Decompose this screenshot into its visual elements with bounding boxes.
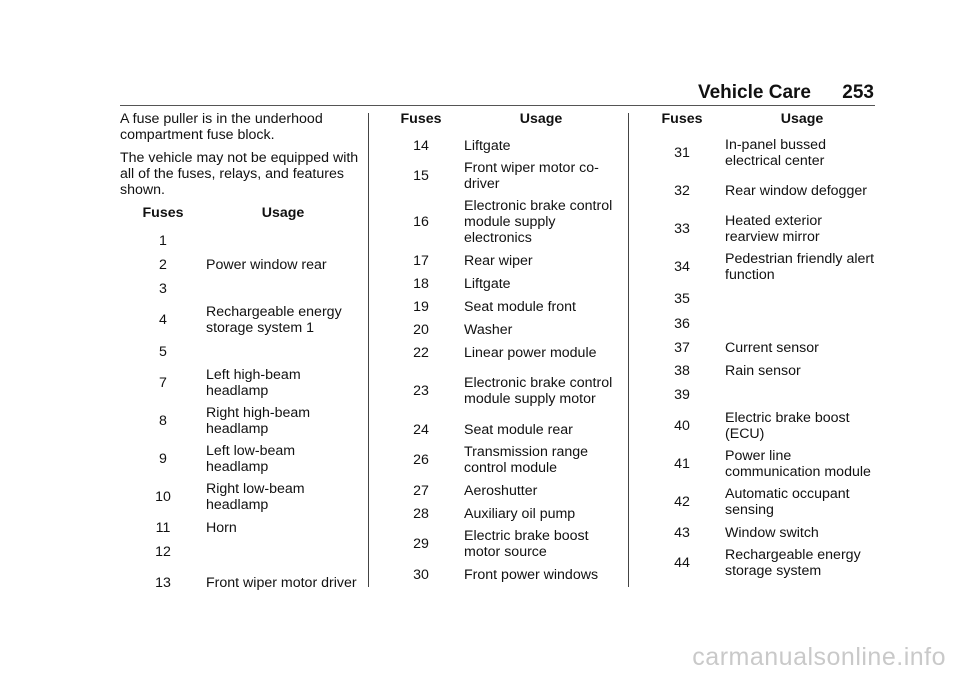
fuse-number: 38 — [674, 362, 690, 379]
column-divider-1 — [368, 113, 369, 587]
table-row — [378, 563, 618, 586]
table-header-row — [120, 205, 360, 228]
usage-header: Usage — [519, 111, 563, 127]
fuse-usage — [206, 539, 360, 564]
fuse-number: 42 — [674, 494, 690, 510]
fuse-usage: Transmission range control module — [464, 444, 589, 476]
fuse-number: 3 — [159, 280, 167, 297]
column-divider-2 — [628, 113, 629, 587]
fuse-number: 33 — [674, 221, 690, 237]
fuse-usage: Heated exterior rearview mirror — [725, 213, 822, 245]
fuse-usage: Left low-beam headlamp — [206, 443, 296, 475]
fuses-header: Fuses — [142, 205, 184, 221]
intro-paragraph-1: A fuse puller is in the underhood compartment fuse block. — [120, 111, 323, 143]
fuse-usage: In-panel bussed electrical center — [725, 137, 826, 169]
table-row — [378, 195, 618, 249]
table-row — [120, 301, 360, 339]
column-3 — [639, 111, 879, 582]
fuse-usage: Electronic brake control module supply motor — [464, 375, 613, 407]
table-row — [378, 479, 618, 502]
fuse-number: 17 — [413, 252, 429, 269]
fuses-header: Fuses — [661, 111, 703, 127]
fuse-number: 43 — [674, 524, 690, 541]
table-row — [120, 539, 360, 564]
table-row — [378, 525, 618, 563]
usage-header: Usage — [780, 111, 824, 127]
table-row — [378, 364, 618, 418]
section-title: Vehicle Care — [697, 82, 812, 103]
table-row — [378, 441, 618, 479]
fuse-number: 1 — [159, 232, 167, 249]
fuse-number: 12 — [155, 543, 171, 560]
fuse-usage: Seat module rear — [464, 421, 573, 438]
fuse-table-1 — [120, 205, 360, 602]
fuse-number: 29 — [413, 536, 429, 552]
page-number: 253 — [842, 82, 874, 103]
table-row — [378, 134, 618, 157]
fuse-usage: Electric brake boost (ECU) — [725, 410, 850, 442]
fuse-number: 4 — [159, 312, 167, 328]
fuse-number: 11 — [155, 519, 171, 536]
table-row — [639, 336, 879, 359]
table-row — [120, 364, 360, 402]
fuse-usage: Horn — [206, 519, 237, 536]
fuse-usage — [206, 228, 360, 253]
table-row — [378, 502, 618, 525]
header-rule — [120, 105, 875, 106]
table-row — [120, 478, 360, 516]
fuse-usage: Linear power module — [464, 344, 597, 361]
fuse-table-3 — [639, 111, 879, 582]
fuse-usage: Liftgate — [464, 137, 511, 154]
fuse-usage: Liftgate — [464, 275, 511, 292]
table-row — [378, 418, 618, 441]
table-row — [639, 248, 879, 286]
fuse-number: 32 — [674, 183, 690, 199]
watermark: carmanualsonline.info — [692, 643, 946, 671]
fuse-number: 7 — [159, 375, 167, 391]
table-row — [120, 228, 360, 253]
fuse-usage: Power window rear — [206, 256, 327, 273]
usage-header: Usage — [261, 205, 305, 221]
fuse-usage — [725, 382, 879, 407]
fuse-number: 35 — [674, 290, 690, 307]
page-header — [698, 82, 874, 104]
table-row — [378, 295, 618, 318]
fuse-usage: Left high-beam headlamp — [206, 367, 301, 399]
fuse-number: 36 — [674, 315, 690, 332]
fuse-number: 40 — [674, 418, 690, 434]
column-2 — [378, 111, 618, 586]
table-row — [378, 318, 618, 341]
fuse-number: 20 — [413, 321, 429, 338]
fuse-number: 26 — [413, 452, 429, 468]
table-row — [120, 339, 360, 364]
fuse-number: 34 — [674, 259, 690, 275]
table-row — [120, 440, 360, 478]
fuse-usage: Rear wiper — [464, 252, 533, 269]
fuse-number: 9 — [159, 451, 167, 467]
table-row — [639, 521, 879, 544]
table-row — [639, 172, 879, 210]
fuse-usage: Rear window defogger — [725, 183, 867, 199]
fuse-number: 15 — [413, 168, 429, 184]
fuse-number: 23 — [413, 383, 429, 399]
table-row — [378, 249, 618, 272]
fuse-number: 16 — [413, 214, 429, 230]
table-row — [120, 253, 360, 276]
table-row — [639, 544, 879, 582]
fuses-header: Fuses — [400, 111, 442, 127]
fuse-number: 27 — [413, 482, 429, 499]
fuse-number: 2 — [159, 256, 167, 273]
fuse-usage: Washer — [464, 321, 513, 338]
fuse-number: 31 — [674, 145, 690, 161]
fuse-number: 18 — [413, 275, 429, 292]
fuse-number: 24 — [413, 421, 429, 438]
fuse-number: 10 — [155, 489, 171, 505]
table-row — [120, 516, 360, 539]
table-row — [639, 445, 879, 483]
table-row — [120, 276, 360, 301]
fuse-number: 5 — [159, 343, 167, 360]
table-row — [639, 407, 879, 445]
fuse-usage: Rechargeable energy storage system — [725, 547, 861, 579]
fuse-usage: Current sensor — [725, 339, 819, 356]
fuse-number: 30 — [413, 566, 429, 583]
fuse-usage: Front wiper motor driver — [206, 575, 357, 591]
fuse-usage — [725, 286, 879, 311]
table-row — [378, 157, 618, 195]
fuse-table-2 — [378, 111, 618, 586]
fuse-number: 8 — [159, 413, 167, 429]
fuse-usage — [725, 311, 879, 336]
fuse-number: 44 — [674, 555, 690, 571]
fuse-number: 14 — [413, 137, 429, 154]
fuse-number: 37 — [674, 339, 690, 356]
fuse-number: 22 — [413, 344, 429, 361]
fuse-usage: Electric brake boost motor source — [464, 528, 589, 560]
fuse-usage: Front power windows — [464, 566, 599, 583]
table-row — [639, 286, 879, 311]
fuse-number: 41 — [674, 456, 690, 472]
fuse-usage: Rain sensor — [725, 362, 801, 379]
fuse-usage: Pedestrian friendly alert function — [725, 251, 875, 283]
intro-paragraph-2: The vehicle may not be equipped with all of the fuses, relays, and features shown. — [120, 150, 359, 198]
fuse-usage — [206, 276, 360, 301]
fuse-usage: Aeroshutter — [464, 482, 538, 499]
fuse-usage: Electronic brake control module supply electronics — [464, 198, 613, 246]
table-row — [639, 134, 879, 172]
fuse-usage: Right low-beam headlamp — [206, 481, 305, 513]
fuse-usage: Window switch — [725, 524, 819, 541]
table-row — [639, 311, 879, 336]
table-row — [639, 483, 879, 521]
fuse-usage: Auxiliary oil pump — [464, 505, 576, 522]
fuse-usage: Right high-beam headlamp — [206, 405, 311, 437]
table-row — [639, 359, 879, 382]
fuse-usage: Seat module front — [464, 298, 576, 315]
table-row — [120, 564, 360, 602]
table-header-row — [378, 111, 618, 134]
table-row — [639, 210, 879, 248]
fuse-number: 13 — [155, 575, 171, 591]
fuse-number: 39 — [674, 386, 690, 403]
column-1 — [120, 111, 360, 602]
fuse-number: 19 — [413, 298, 429, 315]
table-row — [378, 341, 618, 364]
table-header-row — [639, 111, 879, 134]
table-row — [639, 382, 879, 407]
fuse-usage: Power line communication module — [725, 448, 871, 480]
table-row — [378, 272, 618, 295]
fuse-usage: Front wiper motor co-driver — [464, 160, 599, 192]
fuse-usage: Rechargeable energy storage system 1 — [206, 304, 342, 336]
fuse-number: 28 — [413, 505, 429, 522]
fuse-usage: Automatic occupant sensing — [725, 486, 850, 518]
table-row — [120, 402, 360, 440]
fuse-usage — [206, 339, 360, 364]
